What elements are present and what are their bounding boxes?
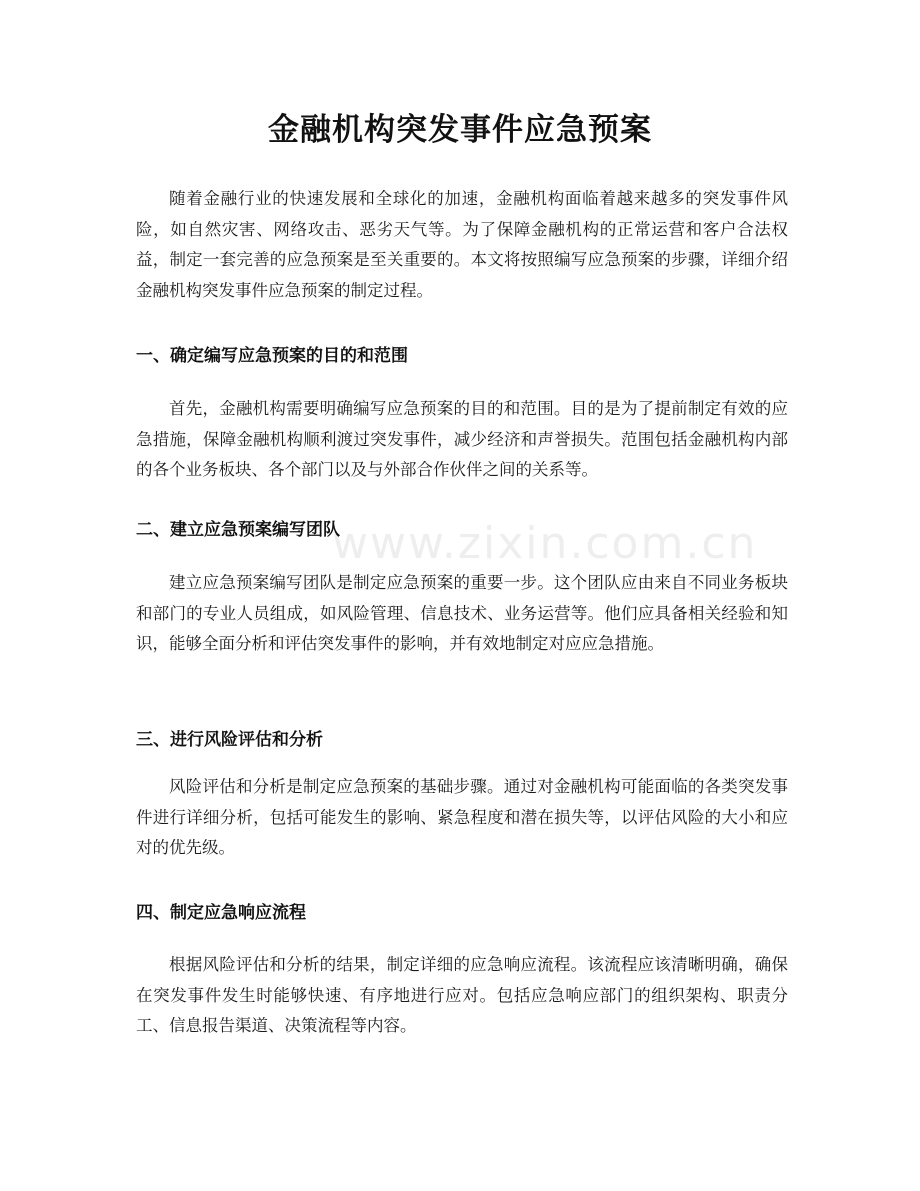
section-body-4: 根据风险评估和分析的结果，制定详细的应急响应流程。该流程应该清晰明确，确保在突发事件发生时能够快速、有序地进行应对。包括应急响应部门的组织架构、职责分工、信息报告渠道、决策流程等内容。 <box>136 955 788 1035</box>
section-heading-2: 二、建立应急预案编写团队 <box>136 520 340 540</box>
section-body-3: 风险评估和分析是制定应急预案的基础步骤。通过对金融机构可能面临的各类突发事件进行详细分析，包括可能发生的影响、紧急程度和潜在损失等，以评估风险的大小和应对的优先级。 <box>136 777 788 857</box>
intro-paragraph: 随着金融行业的快速发展和全球化的加速，金融机构面临着越来越多的突发事件风险，如自然灾害、网络攻击、恶劣天气等。为了保障金融机构的正常运营和客户合法权益，制定一套完善的应急预案是至关重要的。本文将按照编写应急预案的步骤，详细介绍金融机构突发事件应急预案的制定过程。 <box>136 189 788 300</box>
page-title: 金融机构突发事件应急预案 <box>268 112 652 148</box>
section-heading-1: 一、确定编写应急预案的目的和范围 <box>136 346 408 366</box>
section-body-1: 首先，金融机构需要明确编写应急预案的目的和范围。目的是为了提前制定有效的应急措施，保障金融机构顺利渡过突发事件，减少经济和声誉损失。范围包括金融机构内部的各个业务板块、各个部门以及与外部合作伙伴之间的关系等。 <box>136 399 788 479</box>
section-heading-4: 四、制定应急响应流程 <box>136 903 306 923</box>
watermark: www.zixin.com.cn <box>332 518 758 569</box>
section-body-2: 建立应急预案编写团队是制定应急预案的重要一步。这个团队应由来自不同业务板块和部门的专业人员组成，如风险管理、信息技术、业务运营等。他们应具备相关经验和知识，能够全面分析和评估突发事件的影响，并有效地制定对应应急措施。 <box>136 573 788 653</box>
section-heading-3: 三、进行风险评估和分析 <box>136 730 323 750</box>
